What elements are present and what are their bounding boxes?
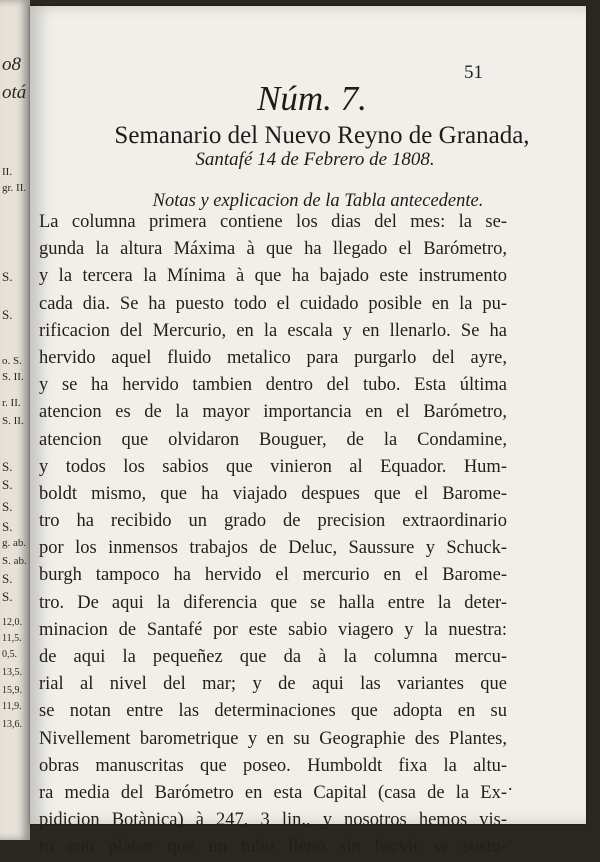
left-fragment: 12,0. xyxy=(2,617,22,628)
left-fragment: S. xyxy=(2,477,13,492)
text-line: minacion de Santafé por este sabio viagero y la nuestra: xyxy=(39,619,507,640)
left-fragment: 13,5. xyxy=(2,667,22,678)
text-line: rificacion del Mercurio, en la escala y en llenarlo. Se ha xyxy=(39,320,507,341)
left-fragment: otá xyxy=(2,82,27,103)
text-line: atencion es de la mayor importancia en el Barómetro, xyxy=(39,402,507,423)
left-fragment: II. xyxy=(2,166,13,178)
text-line: tro. De aqui la diferencia que se halla entre la deter- xyxy=(39,592,507,613)
left-fragment: S. xyxy=(2,571,13,586)
text-line: burgh tampoco ha hervido el mercurio en el Barome- xyxy=(39,565,507,586)
section-title: Notas y explicacion de la Tabla antecedente. xyxy=(152,191,484,211)
dateline: Santafé 14 de Febrero de 1808. xyxy=(195,149,435,170)
text-line: hervido aquel fluido metalico para purgarlo del ayre, xyxy=(39,347,507,368)
text-line: La columna primera contiene los dias del mes: la se- xyxy=(39,212,507,232)
left-fragment: 0,5. xyxy=(2,649,17,660)
text-line: y se ha hervido tambien dentro del tubo. Esta última xyxy=(39,375,507,396)
left-fragment: 13,6. xyxy=(2,719,22,730)
left-fragment: o. S. xyxy=(2,355,22,367)
left-fragment: g. ab. xyxy=(2,537,27,549)
text-line: Nivellement barometrique y en su Geographie des Plantes, xyxy=(39,728,507,749)
left-fragment: S. II. xyxy=(2,415,24,427)
issue-number: Núm. 7. xyxy=(257,79,367,118)
left-fragment: 11,5. xyxy=(2,633,22,644)
text-line: por los inmensos trabajos de Deluc, Saussure y Schuck- xyxy=(39,538,507,559)
text-line: atencion que olvidaron Bouguer, de la Condamine, xyxy=(39,429,507,450)
left-fragment: gr. II. xyxy=(2,182,27,194)
text-line: to con placer que un tubo lleno sin hervir se sostu- xyxy=(39,837,507,858)
text-line: y la tercera la Mínima à que ha bajado este instrumento xyxy=(39,266,507,287)
left-fragment: S. xyxy=(2,519,13,534)
document-page xyxy=(30,6,586,858)
left-fragment: o8 xyxy=(2,54,21,75)
left-fragment: S. xyxy=(2,307,13,322)
body-text xyxy=(39,209,507,862)
text-line: gunda la altura Máxima à que ha llegado el Barómetro, xyxy=(39,239,507,260)
left-fragment: S. II. xyxy=(2,371,24,383)
left-fragment: 15,9. xyxy=(2,685,22,696)
text-line: se notan entre las determinaciones que adopta en su xyxy=(39,701,507,722)
left-fragment: r. II. xyxy=(2,397,21,409)
page-number: 51 xyxy=(464,62,483,83)
text-line: cada dia. Se ha puesto todo el cuidado posible en la pu- xyxy=(39,293,507,314)
text-line: tro ha recibido un grado de precision extraordinario xyxy=(39,511,507,532)
left-fragment: S. xyxy=(2,269,13,284)
catchword: . xyxy=(508,774,513,794)
text-line: rial al nivel del mar; y de aqui las variantes que xyxy=(39,674,507,695)
text-line: y todos los sabios que vinieron al Equador. Hum- xyxy=(39,456,507,477)
publication-title: Semanario del Nuevo Reyno de Granada, xyxy=(114,122,530,149)
left-fragment: S. xyxy=(2,459,13,474)
text-line: pidicion Botànica) à 247, 3 lin., y nosotros hemos vis- xyxy=(39,810,507,831)
text-line: boldt mismo, que ha viajado despues que el Barome- xyxy=(39,483,507,504)
left-fragment: S. xyxy=(2,499,13,514)
text-line: obras manuscritas que poseo. Humboldt fixa la altu- xyxy=(39,755,507,776)
text-line: de aqui la pequeñez que da à la columna mercu- xyxy=(39,647,507,667)
text-line: ra media del Barómetro en esta Capital (casa de la Ex- xyxy=(39,782,507,803)
left-fragment: S. ab. xyxy=(2,555,27,567)
facing-page-fragment xyxy=(0,0,30,840)
left-fragment: S. xyxy=(2,589,13,604)
left-fragment: 11,9. xyxy=(2,701,22,712)
